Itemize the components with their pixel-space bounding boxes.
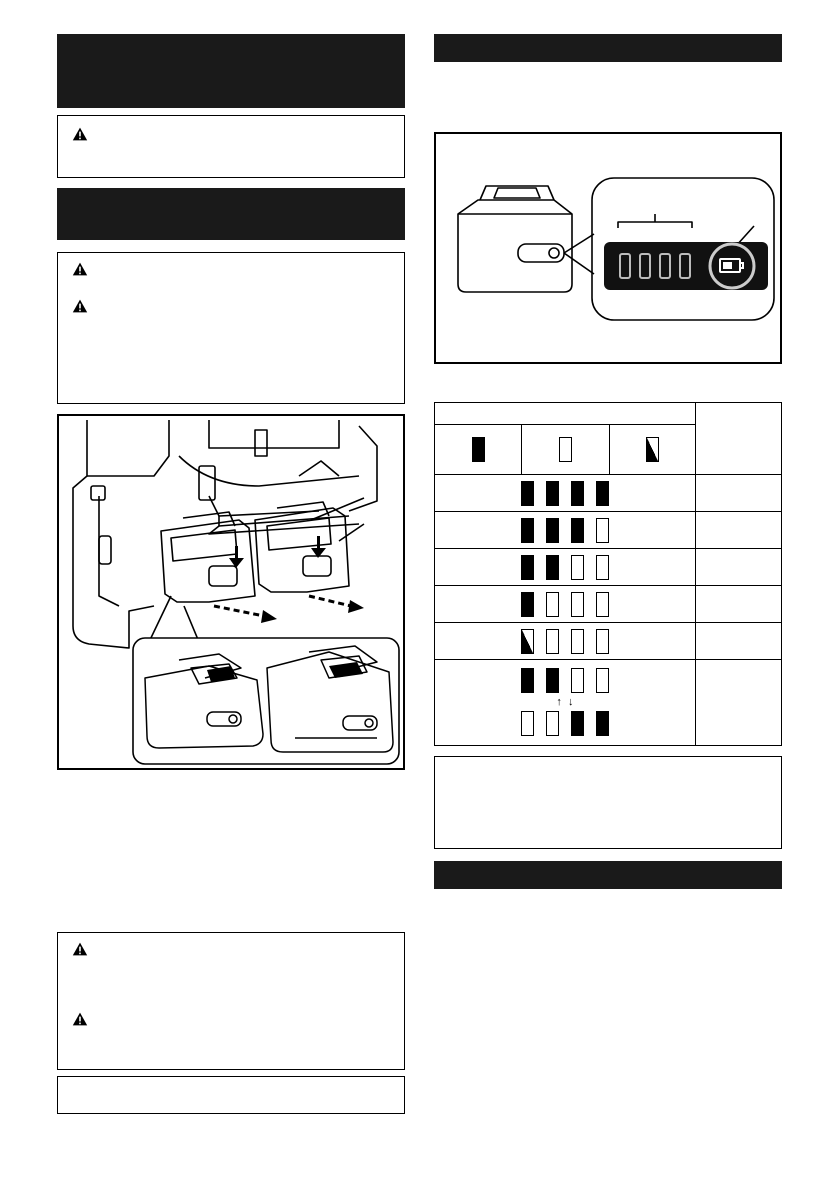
lamp-icon [521,668,534,693]
remaining-cell [695,623,781,660]
figure-battery-indicator [434,132,782,364]
lamp-icon [596,481,609,506]
table-row [435,475,782,512]
table-header-remaining [695,403,781,475]
table-row [435,549,782,586]
section-heading-bar-4 [434,861,782,889]
lamp-icon [546,629,559,654]
table-row [435,623,782,660]
indicator-table [434,402,782,746]
lamp-icon [521,629,534,654]
warning-icon [72,261,88,277]
table-row-alternating [435,660,782,746]
lamp-icon [571,555,584,580]
lamp-icon [546,711,559,736]
lamp-icon [571,711,584,736]
caution-box-2 [57,252,405,404]
lamp-icon [546,518,559,543]
lamp-icon [546,555,559,580]
table-row [435,512,782,549]
lamp-icon [596,518,609,543]
legend-on [435,425,522,475]
table-header-lamp-status [435,403,696,425]
remaining-cell [695,586,781,623]
legend-blinking [609,425,695,475]
remaining-cell [695,512,781,549]
lamp-icon [521,711,534,736]
legend-off [522,425,609,475]
caution-box-3 [57,932,405,1070]
warning-icon [72,1011,88,1027]
section-heading-bar-3 [434,34,782,62]
lamp-icon [571,592,584,617]
lamp-off-icon [559,437,572,462]
lamp-icon [596,711,609,736]
lamp-icon [596,629,609,654]
lamp-icon [596,668,609,693]
lamp-icon [596,555,609,580]
lamp-icon [571,629,584,654]
lamp-on-icon [472,437,485,462]
lamp-icon [546,668,559,693]
remaining-cell [695,549,781,586]
caution-box-1 [57,115,405,178]
battery-insertion-illustration [59,416,403,768]
remaining-cell [695,475,781,512]
lamp-icon [571,481,584,506]
lamp-blinking-icon [646,437,659,462]
note-box-1 [57,1076,405,1114]
warning-icon [72,298,88,314]
lamp-icon [546,481,559,506]
table-row [435,586,782,623]
lamp-icon [521,555,534,580]
lamp-icon [521,518,534,543]
alternate-arrows-icon: ↑ ↓ [556,696,574,708]
section-heading-bar-2 [57,188,405,240]
lamp-icon [546,592,559,617]
lamp-icon [521,592,534,617]
battery-indicator-illustration [436,134,780,362]
section-heading-bar-1 [57,34,405,108]
figure-battery-insertion [57,414,405,770]
lamp-icon [521,481,534,506]
lamp-icon [596,592,609,617]
warning-icon [72,941,88,957]
remaining-cell [695,660,781,746]
warning-icon [72,126,88,142]
note-box-2 [434,756,782,849]
lamp-icon [571,668,584,693]
lamp-icon [571,518,584,543]
